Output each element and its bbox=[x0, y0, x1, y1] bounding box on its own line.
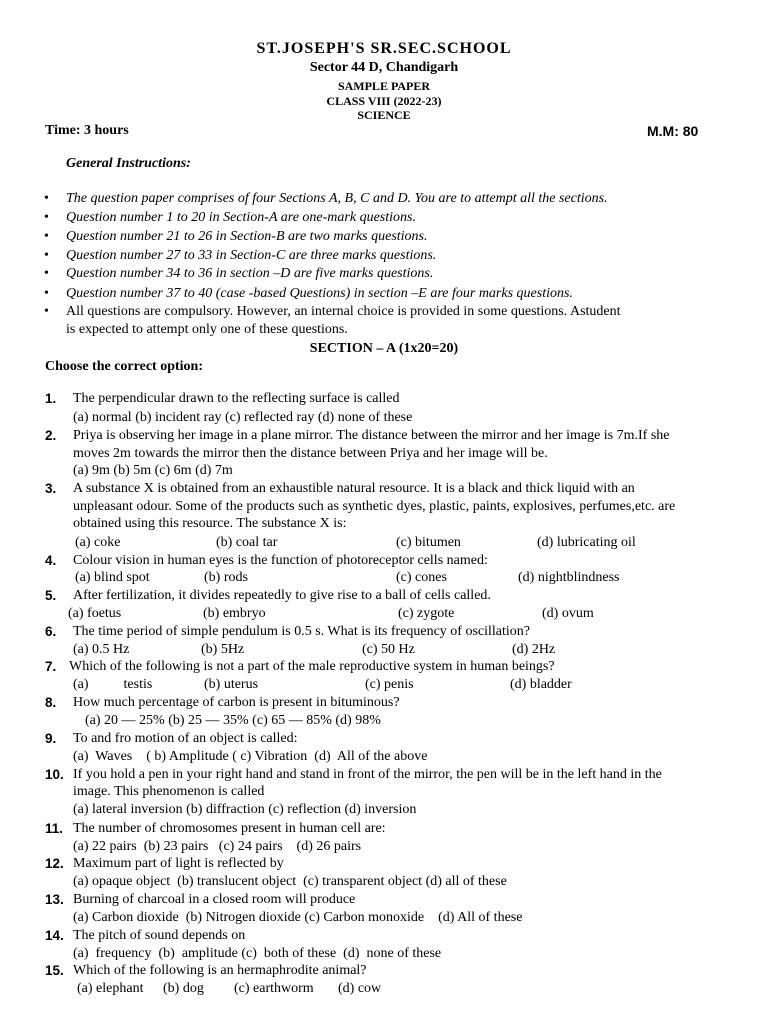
option-d: (d) lubricating oil bbox=[537, 535, 636, 550]
paper-type: SAMPLE PAPER bbox=[337, 79, 431, 93]
question-options: (a) normal (b) incident ray (c) reflected ray (d) none of these bbox=[73, 410, 413, 425]
question-options: (a) Waves ( b) Amplitude ( c) Vibration (d) All of the above bbox=[73, 749, 428, 764]
instruction-item: • Question number 1 to 20 in Section-A are one-mark questions. bbox=[44, 210, 416, 225]
instruction-item: • Question number 27 to 33 in Section-C are three marks questions. bbox=[44, 248, 437, 263]
option-c: (c) penis bbox=[365, 677, 414, 692]
section-title: SECTION – A (1x20=20) bbox=[309, 341, 459, 356]
instruction-item-continued: is expected to attempt only one of these questions. bbox=[66, 322, 348, 337]
question-text: Colour vision in human eyes is the function of photoreceptor cells named: bbox=[73, 553, 488, 568]
option-a: (a) elephant bbox=[77, 981, 144, 996]
question-text: image. This phenomenon is called bbox=[73, 784, 265, 799]
subject-label: SCIENCE bbox=[357, 108, 411, 122]
option-d: (d) cow bbox=[338, 981, 382, 996]
question-text: If you hold a pen in your right hand and stand in front of the mirror, the pen will be in the left hand in the bbox=[73, 767, 662, 782]
question-options: (a) 20 — 25% (b) 25 — 35% (c) 65 — 85% (d) 98% bbox=[85, 713, 381, 728]
question-number: 8. bbox=[45, 695, 57, 710]
question-options: (a) lateral inversion (b) diffraction (c) reflection (d) inversion bbox=[73, 802, 417, 817]
question-number: 9. bbox=[45, 731, 57, 746]
question-text: moves 2m towards the mirror then the distance between Priya and her image will be. bbox=[73, 446, 548, 461]
option-d: (d) 2Hz bbox=[512, 642, 556, 657]
option-d: (d) nightblindness bbox=[518, 570, 620, 585]
max-marks-label: M.M: 80 bbox=[647, 123, 699, 139]
question-text: The pitch of sound depends on bbox=[73, 928, 246, 943]
instruction-item: • The question paper comprises of four Sections A, B, C and D. You are to attempt all the sections. bbox=[44, 191, 608, 206]
option-c: (c) zygote bbox=[398, 606, 455, 621]
option-a: (a) testis bbox=[73, 677, 153, 692]
option-b: (b) 5Hz bbox=[201, 642, 245, 657]
option-c: (c) 50 Hz bbox=[362, 642, 415, 657]
question-text: The number of chromosomes present in human cell are: bbox=[73, 821, 386, 836]
option-a: (a) foetus bbox=[68, 606, 122, 621]
instruction-item: • Question number 34 to 36 in section –D are five marks questions. bbox=[44, 266, 434, 281]
question-number: 11. bbox=[45, 821, 64, 836]
option-d: (d) bladder bbox=[510, 677, 572, 692]
option-b: (b) uterus bbox=[204, 677, 259, 692]
question-number: 15. bbox=[45, 963, 64, 978]
option-b: (b) rods bbox=[204, 570, 248, 585]
time-label: Time: 3 hours bbox=[45, 123, 129, 138]
question-options: (a) 22 pairs (b) 23 pairs (c) 24 pairs (d) 26 pairs bbox=[73, 839, 362, 854]
question-text: Maximum part of light is reflected by bbox=[73, 856, 284, 871]
option-c: (c) earthworm bbox=[234, 981, 314, 996]
question-text: Burning of charcoal in a closed room will produce bbox=[73, 892, 356, 907]
question-options: (a) opaque object (b) translucent object (c) transparent object (d) all of these bbox=[73, 874, 507, 889]
school-name: ST.JOSEPH'S SR.SEC.SCHOOL bbox=[256, 40, 512, 57]
class-label: CLASS VIII (2022-23) bbox=[326, 94, 442, 108]
option-c: (c) cones bbox=[396, 570, 447, 585]
option-b: (b) dog bbox=[163, 981, 204, 996]
question-text: Which of the following is an hermaphrodite animal? bbox=[73, 963, 367, 978]
option-a: (a) blind spot bbox=[75, 570, 150, 585]
question-number: 3. bbox=[45, 481, 57, 496]
question-text: unpleasant odour. Some of the products such as synthetic dyes, plastic, paints, explosives, perfumes,etc. are bbox=[73, 499, 676, 514]
question-number: 10. bbox=[45, 767, 64, 782]
question-options: (a) 9m (b) 5m (c) 6m (d) 7m bbox=[73, 463, 233, 478]
option-a: (a) 0.5 Hz bbox=[73, 642, 130, 657]
option-b: (b) embryo bbox=[203, 606, 266, 621]
question-text: Which of the following is not a part of the male reproductive system in human beings? bbox=[69, 659, 555, 674]
option-a: (a) coke bbox=[75, 535, 121, 550]
instructions-title: General Instructions: bbox=[66, 156, 191, 171]
question-number: 13. bbox=[45, 892, 64, 907]
option-b: (b) coal tar bbox=[216, 535, 278, 550]
question-number: 2. bbox=[45, 428, 57, 443]
instruction-item: • Question number 21 to 26 in Section-B are two marks questions. bbox=[44, 229, 428, 244]
instruction-item: • All questions are compulsory. However, an internal choice is provided in some questions. Astudent bbox=[44, 304, 621, 319]
question-text: The perpendicular drawn to the reflecting surface is called bbox=[73, 391, 400, 406]
question-text: After fertilization, it divides repeatedly to give rise to a ball of cells called. bbox=[73, 588, 491, 603]
question-number: 7. bbox=[45, 659, 57, 674]
question-text: Priya is observing her image in a plane mirror. The distance between the mirror and her image is 7m.If she bbox=[73, 428, 670, 443]
question-text: To and fro motion of an object is called: bbox=[73, 731, 298, 746]
question-options: (a) Carbon dioxide (b) Nitrogen dioxide (c) Carbon monoxide (d) All of these bbox=[73, 910, 523, 925]
question-text: obtained using this resource. The substance X is: bbox=[73, 516, 347, 531]
question-text: How much percentage of carbon is present in bituminous? bbox=[73, 695, 400, 710]
option-d: (d) ovum bbox=[542, 606, 594, 621]
question-text: The time period of simple pendulum is 0.5 s. What is its frequency of oscillation? bbox=[73, 624, 530, 639]
question-number: 6. bbox=[45, 624, 57, 639]
question-number: 12. bbox=[45, 856, 64, 871]
question-number: 5. bbox=[45, 588, 57, 603]
question-number: 1. bbox=[45, 391, 57, 406]
question-text: A substance X is obtained from an exhaustible natural resource. It is a black and thick liquid with an bbox=[73, 481, 635, 496]
question-number: 14. bbox=[45, 928, 64, 943]
instruction-item: • Question number 37 to 40 (case -based Questions) in section –E are four marks questions. bbox=[44, 286, 573, 301]
question-options: (a) frequency (b) amplitude (c) both of these (d) none of these bbox=[73, 946, 442, 961]
school-address: Sector 44 D, Chandigarh bbox=[309, 60, 459, 75]
option-c: (c) bitumen bbox=[396, 535, 461, 550]
question-number: 4. bbox=[45, 553, 57, 568]
section-subtitle: Choose the correct option: bbox=[45, 359, 203, 374]
